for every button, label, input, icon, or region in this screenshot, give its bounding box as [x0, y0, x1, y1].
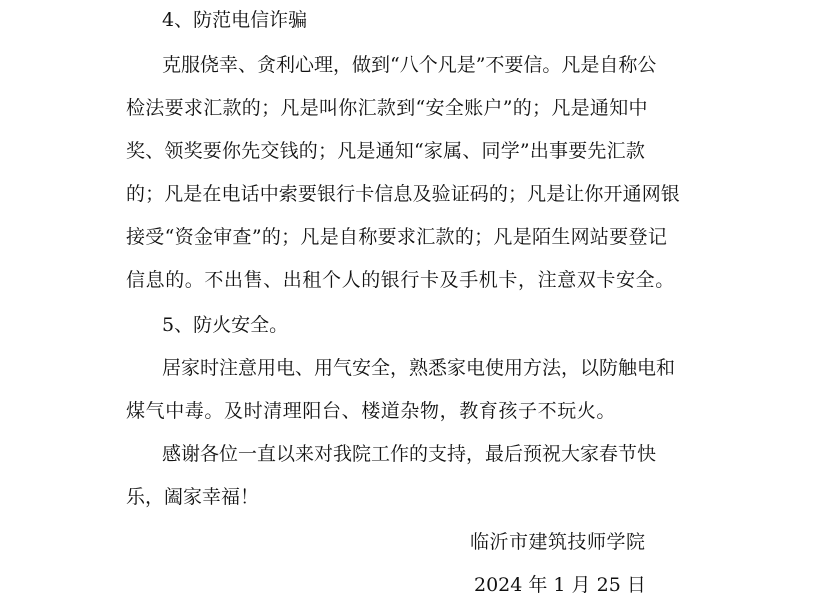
paragraph-line: 居家时注意用电、用气安全，熟悉家电使用方法，以防触电和 [162, 357, 676, 379]
paragraph-line: 奖、领奖要你先交钱的；凡是通知“家属、同学”出事要先汇款 [126, 140, 646, 162]
signature-date: 2024 年 1 月 25 日 [474, 574, 646, 596]
closing-line: 感谢各位一直以来对我院工作的支持，最后预祝大家春节快 [162, 443, 657, 465]
paragraph-line: 煤气中毒。及时清理阳台、楼道杂物，教育孩子不玩火。 [126, 400, 617, 422]
paragraph-line: 信息的。不出售、出租个人的银行卡及手机卡，注意双卡安全。 [126, 269, 675, 291]
section-heading-fire: 5、防火安全。 [162, 314, 289, 336]
closing-line: 乐，阖家幸福！ [126, 486, 260, 508]
paragraph-line: 检法要求汇款的；凡是叫你汇款到“安全账户”的；凡是通知中 [126, 97, 648, 119]
paragraph-line: 的；凡是在电话中索要银行卡信息及验证码的；凡是让你开通网银 [126, 183, 680, 205]
paragraph-line: 接受“资金审查”的；凡是自称要求汇款的；凡是陌生网站要登记 [126, 226, 668, 248]
section-heading-fraud: 4、防范电信诈骗 [162, 9, 308, 31]
signature-org: 临沂市建筑技师学院 [470, 531, 646, 553]
paragraph-line: 克服侥幸、贪利心理，做到“八个凡是”不要信。凡是自称公 [162, 54, 657, 76]
